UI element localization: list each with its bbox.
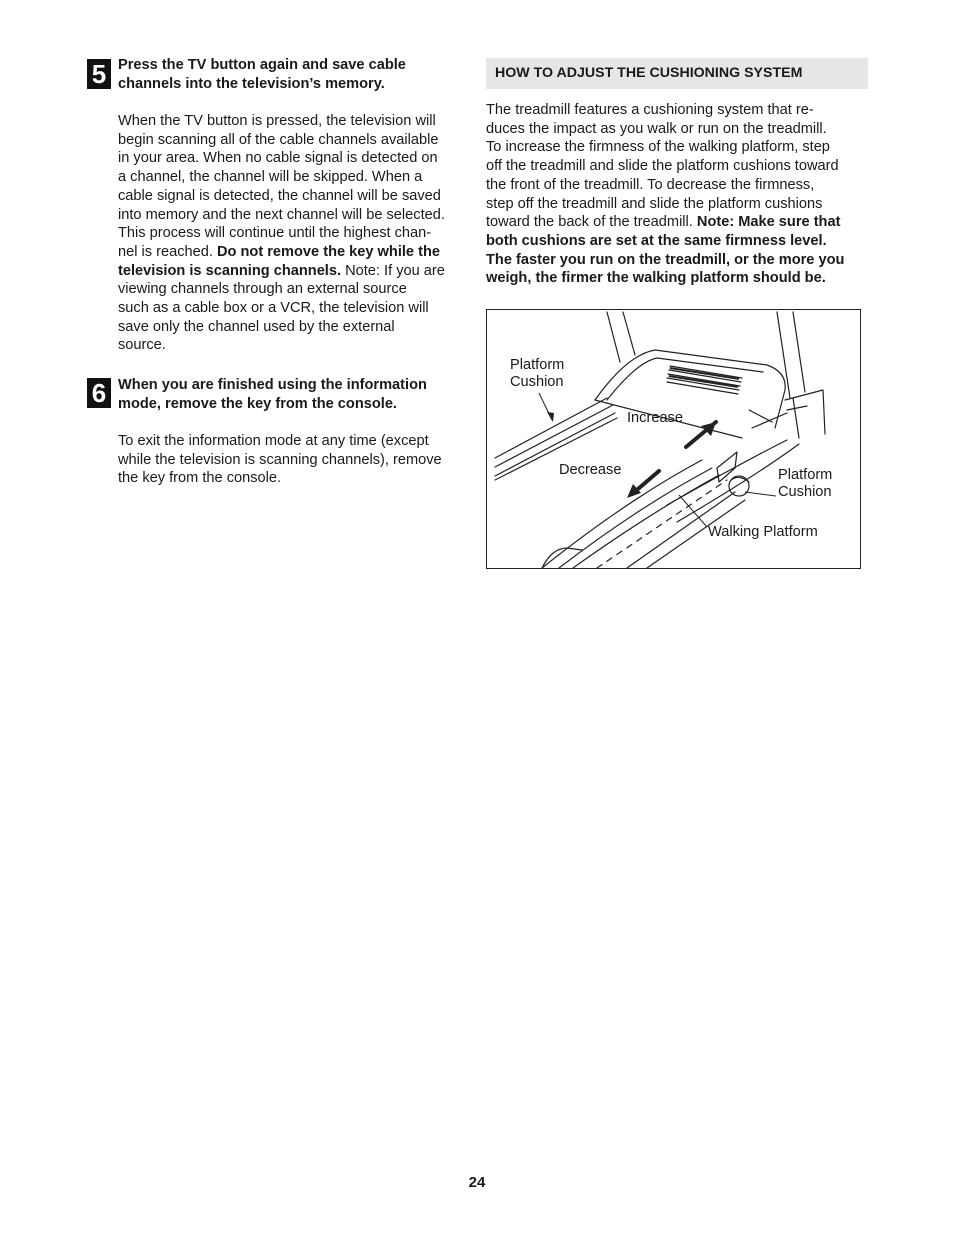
step-5-heading (118, 56, 468, 93)
body-line: source. (118, 337, 166, 354)
walking-platform-label: Walking Platform (708, 524, 818, 540)
note-text: both cushions are set at the same firmness level. (486, 232, 827, 249)
step-5-heading-line: Press the TV button again and save cable (118, 57, 406, 73)
treadmill-illustration (486, 309, 861, 569)
section-body (486, 101, 870, 288)
body-line: To increase the firmness of the walking platform, step (486, 139, 830, 156)
step-5-body (118, 112, 470, 355)
body-line: while the television is scanning channels), remove (118, 451, 442, 468)
body-line (486, 213, 870, 232)
body-line: into memory and the next channel will be selected. (118, 206, 445, 223)
body-text: Note: If you are (341, 262, 445, 279)
body-line (118, 262, 470, 281)
decrease-label: Decrease (559, 462, 622, 478)
body-line: viewing channels through an external source (118, 281, 407, 298)
body-text: nel is reached. (118, 243, 217, 260)
step-5-heading-line: channels into the television’s memory. (118, 75, 385, 92)
label-line: Cushion (510, 374, 564, 390)
step-number-5: 5 (87, 59, 111, 89)
warning-text: Do not remove the key while the (216, 243, 440, 260)
note-text: weigh, the firmer the walking platform should be. (486, 270, 826, 287)
label-line: Cushion (778, 484, 832, 500)
body-line (118, 243, 470, 262)
body-line: To exit the information mode at any time (except (118, 433, 429, 449)
body-line: in your area. When no cable signal is detected on (118, 150, 438, 167)
body-line: The treadmill features a cushioning system that re- (486, 102, 814, 118)
body-line (486, 251, 870, 270)
body-line: the front of the treadmill. To decrease the firmness, (486, 176, 815, 193)
body-line (486, 232, 870, 251)
body-line: When the TV button is pressed, the television will (118, 113, 436, 129)
step-6-heading (118, 376, 468, 413)
platform-cushion-left-label (510, 357, 564, 391)
body-text: toward the back of the treadmill. (486, 214, 697, 231)
body-line (486, 269, 870, 288)
page-number: 24 (468, 1174, 486, 1191)
body-line: a channel, the channel will be skipped. When a (118, 169, 423, 186)
section-title: HOW TO ADJUST THE CUSHIONING SYSTEM (495, 65, 803, 81)
body-line: cable signal is detected, the channel will be saved (118, 187, 441, 204)
note-text: Note: Make sure that (696, 214, 841, 231)
step-6-body (118, 432, 470, 488)
body-line: the key from the console. (118, 470, 282, 487)
body-line: step off the treadmill and slide the platform cushions (486, 195, 823, 212)
body-line: duces the impact as you walk or run on the treadmill. (486, 120, 827, 137)
increase-label: Increase (627, 410, 683, 426)
warning-text: television is scanning channels. (118, 262, 342, 279)
body-line: such as a cable box or a VCR, the television will (118, 300, 429, 317)
step-6-heading-line: mode, remove the key from the console. (118, 395, 397, 412)
section-header (486, 58, 868, 89)
body-line: begin scanning all of the cable channels available (118, 131, 439, 148)
note-text: The faster you run on the treadmill, or the more you (486, 251, 845, 268)
body-line: This process will continue until the highest chan- (118, 225, 432, 242)
platform-cushion-right-label (778, 467, 832, 501)
label-line: Platform (778, 467, 833, 483)
step-number-6: 6 (87, 378, 111, 408)
label-line: Platform (510, 357, 565, 373)
body-line: save only the channel used by the external (118, 318, 395, 335)
body-line: off the treadmill and slide the platform cushions toward (486, 158, 839, 175)
step-6-heading-line: When you are finished using the information (118, 377, 427, 393)
